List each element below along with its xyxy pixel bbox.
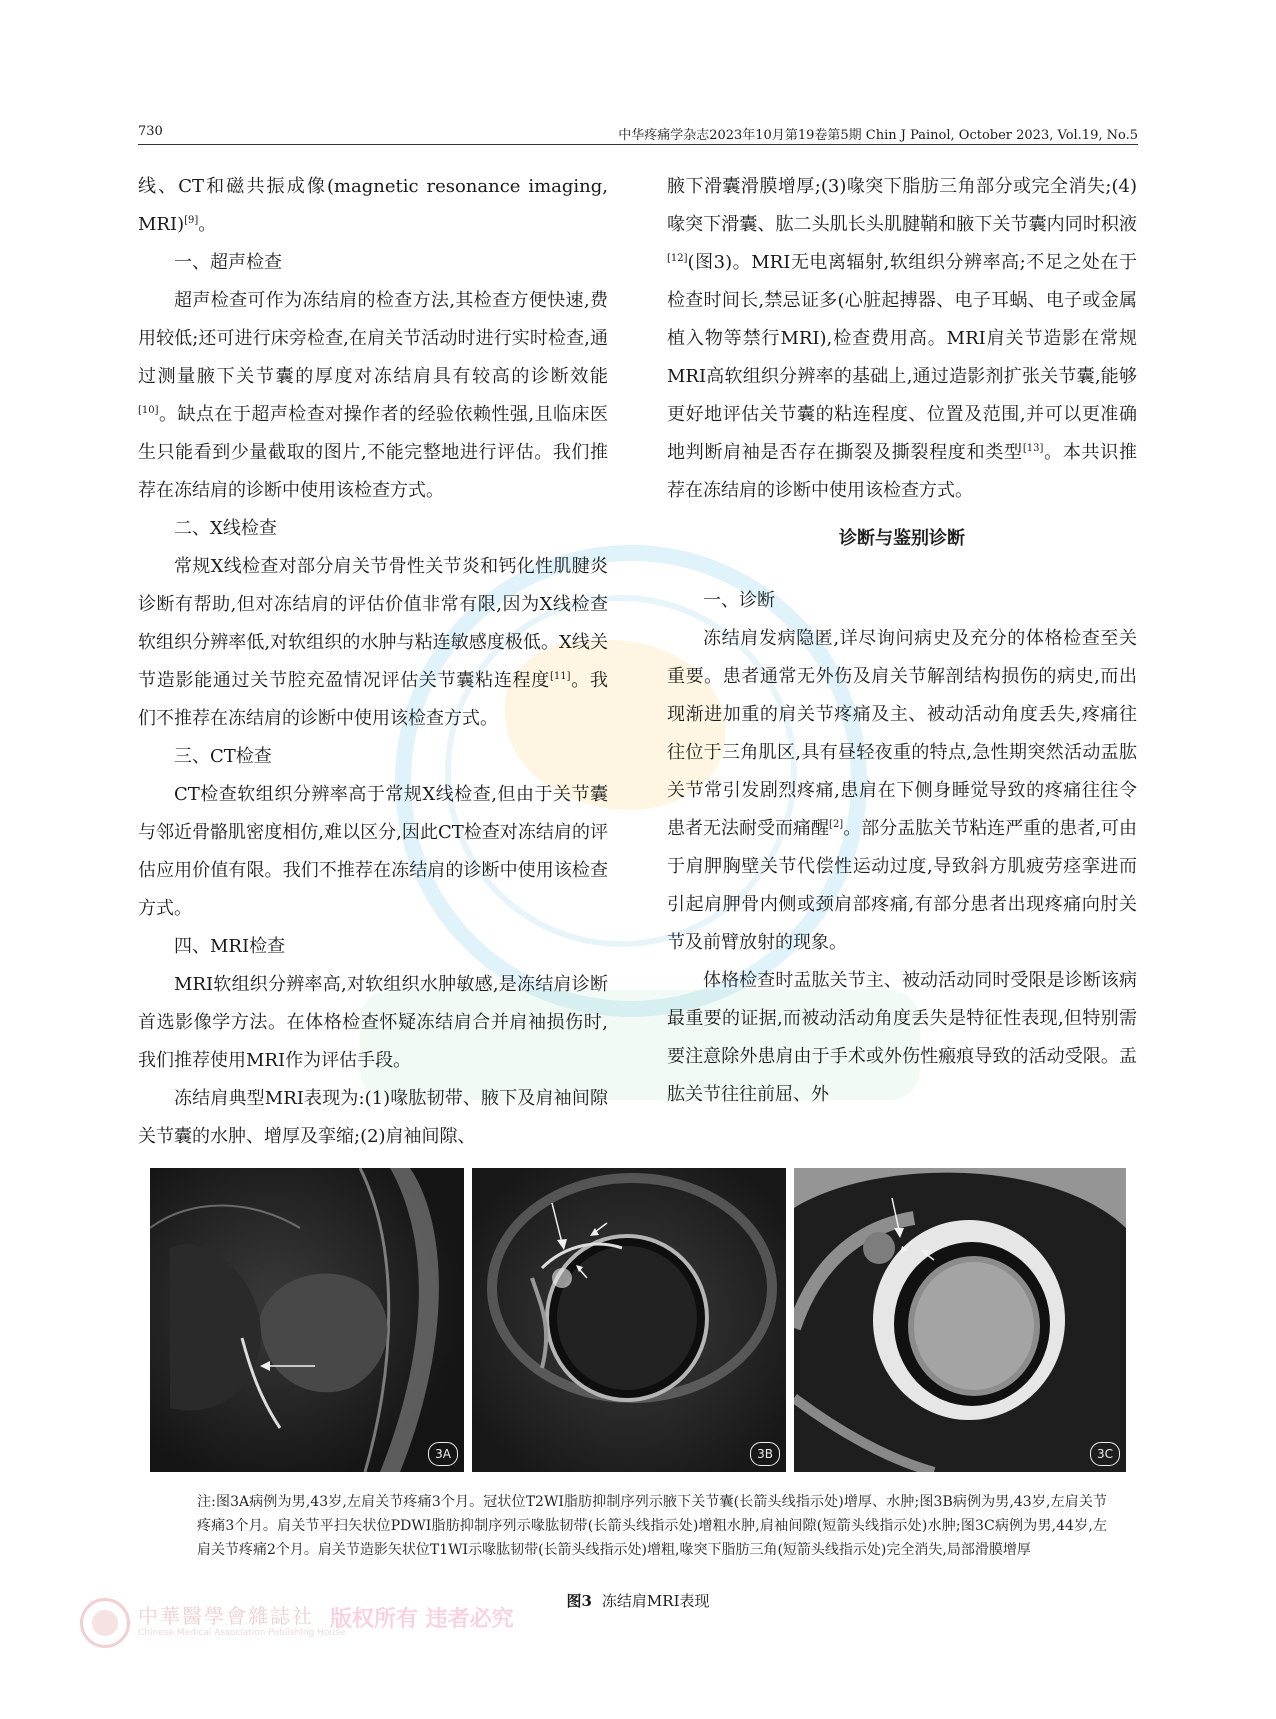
running-header [138,122,1138,145]
mri-image-3b [472,1168,786,1472]
paragraph-diagnosis-1: 冻结肩发病隐匿,详尽询问病史及充分的体格检查至关重要。患者通常无外伤及肩关节解剖结构损伤的病史,而出现渐进加重的肩关节疼痛及主、被动活动角度丢失,疼痛往往位于三角肌区,具有昼轻夜重的特点,急性期突然活动盂肱关节常引发剧烈疼痛,患肩在下侧身睡觉导致的疼痛往往令患者无法耐受而痛醒[2]。部分盂肱关节粘连严重的患者,可由于肩胛胸壁关节代偿性运动过度,导致斜方肌疲劳痉挛进而引起肩胛骨内侧或颈肩部疼痛,有部分患者出现疼痛向肘关节及前臂放射的现象。 [667,628,1138,953]
panel-label-3a: 3A [428,1442,458,1466]
citation: [2] [829,819,844,830]
publisher-name-cn: 中華醫學會雜誌社 [138,1604,314,1628]
panel-label-3c: 3C [1090,1442,1120,1466]
citation: [9] [184,215,199,226]
mri-panel-3a [150,1168,464,1472]
heading-mri: 四、MRI检查 [174,936,286,957]
citation: [10] [138,405,159,416]
paragraph-ultrasound: 超声检查可作为冻结肩的检查方法,其检查方便快速,费用较低;还可进行床旁检查,在肩关节活动时进行实时检查,通过测量腋下关节囊的厚度对冻结肩具有较高的诊断效能[10]。缺点在于超声检查对操作者的经验依赖性强,且临床医生只能看到少量截取的图片,不能完整地进行评估。我们推荐在冻结肩的诊断中使用该检查方式。 [138,290,608,501]
citation: [11] [550,671,571,682]
section-title: 诊断与鉴别诊断 [839,528,965,549]
mri-panel-3b [472,1168,786,1472]
panel-label-3b: 3B [750,1442,780,1466]
citation: [12] [667,253,688,264]
page-number: 730 [138,124,163,139]
mri-image-3c [794,1168,1126,1472]
heading-ultrasound: 一、超声检查 [174,252,282,273]
paragraph-mri-1: MRI软组织分辨率高,对软组织水肿敏感,是冻结肩诊断首选影像学方法。在体格检查怀疑冻结肩合并肩袖损伤时,我们推荐使用MRI作为评估手段。 [138,974,608,1071]
paragraph-mri-2: 冻结肩典型MRI表现为:(1)喙肱韧带、腋下及肩袖间隙关节囊的水肿、增厚及挛缩;(2)肩袖间隙、 [138,1088,608,1147]
paragraph-diagnosis-2: 体格检查时盂肱关节主、被动活动同时受限是诊断该病最重要的证据,而被动活动角度丢失是特征性表现,但特别需要注意除外患肩由于手术或外伤性瘢痕导致的活动受限。盂肱关节往往前屈、外 [667,970,1137,1105]
journal-citation: 中华疼痛学杂志2023年10月第19卷第5期 Chin J Painol, October 2023, Vol.19, No.5 [618,128,1138,143]
intro-paragraph: 线、CT和磁共振成像(magnetic resonance imaging, MRI)[9]。 [138,176,608,235]
paragraph-xray: 常规X线检查对部分肩关节骨性关节炎和钙化性肌腱炎诊断有帮助,但对冻结肩的评估价值非常有限,因为X线检查软组织分辨率低,对软组织的水肿与粘连敏感度极低。X线关节造影能通过关节腔充盈情况评估关节囊粘连程度[11]。我们不推荐在冻结肩的诊断中使用该检查方式。 [138,556,609,729]
figure-3 [150,1168,1126,1472]
left-column [138,168,608,1156]
heading-ct: 三、CT检查 [174,746,272,767]
heading-diagnosis: 一、诊断 [703,590,775,611]
publisher-watermark [80,1596,560,1646]
figure-title: 冻结肩MRI表现 [601,1592,710,1610]
figure-number: 图3 [566,1592,592,1610]
paragraph-mri-continued: 腋下滑囊滑膜增厚;(3)喙突下脂肪三角部分或完全消失;(4)喙突下滑囊、肱二头肌长头肌腱鞘和腋下关节囊内同时积液[12](图3)。MRI无电离辐射,软组织分辨率高;不足之处在于检查时间长,禁忌证多(心脏起搏器、电子耳蜗、电子或金属植入物等禁行MRI),检查费用高。MRI肩关节造影在常规MRI高软组织分辨率的基础上,通过造影剂扩张关节囊,能够更好地评估关节囊的粘连程度、位置及范围,并可以更准确地判断肩袖是否存在撕裂及撕裂程度和类型[13]。本共识推荐在冻结肩的诊断中使用该检查方式。 [667,176,1137,501]
copyright-notice: 版权所有 违者必究 [330,1607,514,1632]
figure-note: 注:图3A病例为男,43岁,左肩关节疼痛3个月。冠状位T2WI脂肪抑制序列示腋下关节囊(长箭头线指示处)增厚、水肿;图3B病例为男,43岁,左肩关节疼痛3个月。肩关节平扫矢状位PDWI脂肪抑制序列示喙肱韧带(长箭头线指示处)增粗水肿,肩袖间隙(短箭头线指示处)水肿;图3C病例为男,44岁,左肩关节疼痛2个月。肩关节造影矢状位T1WI示喙肱韧带(长箭头线指示处)增粗,喙突下脂肪三角(短箭头线指示处)完全消失,局部滑膜增厚 [197,1494,1107,1558]
paragraph-ct: CT检查软组织分辨率高于常规X线检查,但由于关节囊与邻近骨骼肌密度相仿,难以区分,因此CT检查对冻结肩的评估应用价值有限。我们不推荐在冻结肩的诊断中使用该检查方式。 [138,784,608,919]
publisher-seal-core [92,1610,118,1636]
mri-panel-3c [794,1168,1126,1472]
citation: [13] [1022,443,1044,454]
heading-xray: 二、X线检查 [174,518,277,539]
publisher-name-en: Chinese Medical Association Publishing House [138,1628,346,1638]
right-column [667,168,1137,1114]
mri-image-3a [150,1168,464,1472]
